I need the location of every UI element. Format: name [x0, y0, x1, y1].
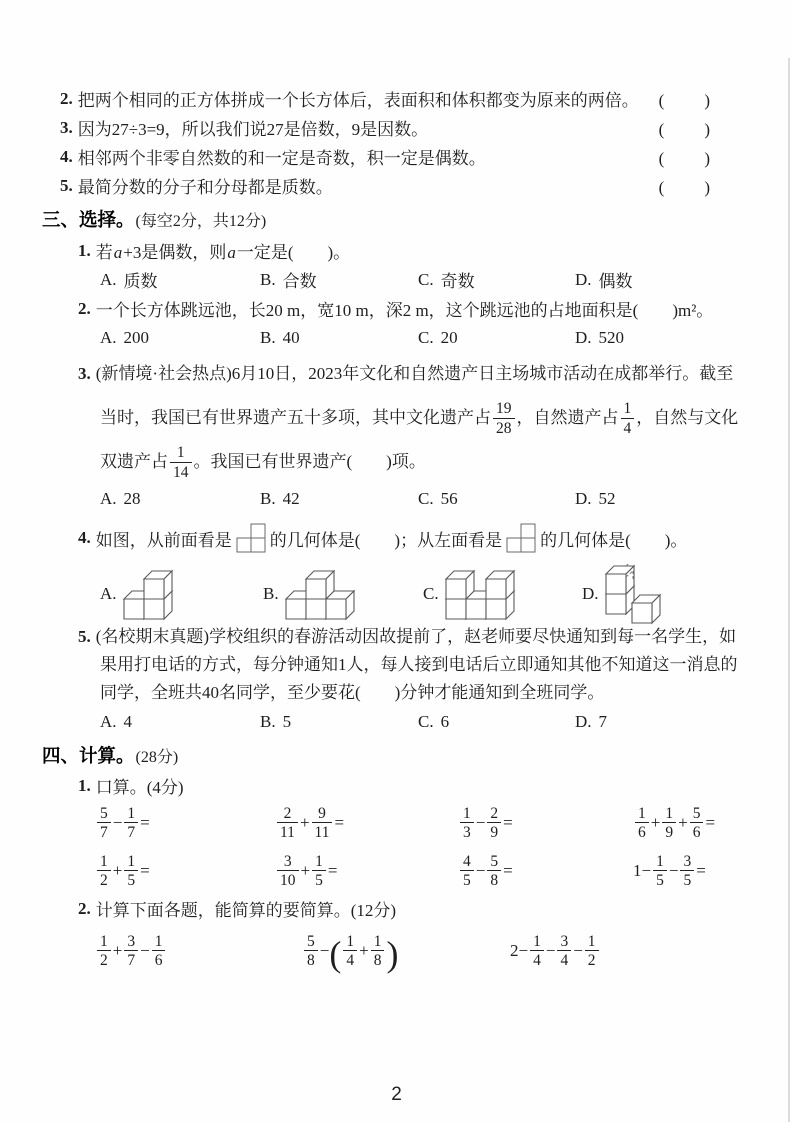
answer-blank: ( ): [658, 149, 712, 168]
sub-points-note: (4分): [146, 778, 184, 797]
item-number: 2.: [78, 298, 91, 318]
choice-q3-stem: [78, 352, 745, 484]
option-c: C. 奇数: [418, 269, 475, 291]
cube-figure-b: [283, 568, 356, 621]
oral-expression: $\frac{1}{6}$ + $\frac{1}{9}$ + $\frac{5}{6}$ =: [633, 805, 793, 842]
sub-points-note: (12分): [350, 901, 397, 920]
calc-section: [0, 743, 793, 980]
option-a: A. 28: [100, 488, 141, 508]
choice-q3-options: [100, 484, 793, 513]
calc-expression: $\frac{1}{2}$ + $\frac{3}{7}$ − $\frac{1}{6}$: [95, 933, 302, 970]
page-number: 2: [391, 1084, 402, 1105]
choice-section: [0, 207, 793, 736]
oral-expression: $\frac{2}{11}$ + $\frac{9}{11}$ =: [275, 805, 458, 842]
calc-expression: 2− $\frac{1}{4}$ − $\frac{3}{4}$ − $\frac{1}{2}$: [510, 933, 793, 970]
judge-item: [60, 171, 712, 200]
cube-figure-a: [121, 568, 174, 621]
judge-item: [60, 113, 712, 142]
option-a: A. 4: [100, 711, 133, 731]
item-number: 4.: [78, 528, 91, 547]
item-number: 3.: [60, 117, 73, 137]
sub-title: 计算下面各题，能简算的要简算。: [95, 901, 351, 920]
judge-item: [60, 142, 712, 171]
option-a: A.: [100, 568, 263, 621]
oral-calc-heading: [78, 772, 793, 799]
item-number: 1.: [78, 240, 91, 260]
option-c: C. 56: [418, 488, 458, 508]
option-d: D. 偶数: [575, 269, 633, 291]
written-calc-row: [95, 922, 793, 980]
section-points-note: (28分): [135, 748, 179, 766]
calc-expression: $\frac{5}{8}$ −( $\frac{1}{4}$ + $\frac{1}{8}$ ): [302, 933, 510, 970]
option-d: D. 52: [575, 488, 616, 508]
section-title: 四、计算。: [42, 747, 135, 767]
oral-calc-row-2: [95, 847, 793, 895]
sub-title: 口算。: [95, 778, 147, 797]
stem-text: 若a+3是偶数，则a一定是( )。: [95, 243, 351, 262]
item-number: 3.: [78, 364, 91, 383]
oral-expression: $\frac{3}{10}$ + $\frac{1}{5}$ =: [275, 853, 458, 890]
oral-expression: $\frac{1}{2}$ + $\frac{1}{5}$ =: [95, 853, 275, 890]
option-b: B. 42: [260, 488, 300, 508]
option-c: C. 6: [418, 711, 450, 731]
item-number: 5.: [60, 175, 73, 195]
oral-calc-row-1: [95, 799, 793, 847]
oral-expression: 1− $\frac{1}{5}$ − $\frac{3}{5}$ =: [633, 852, 706, 889]
section-heading: [42, 743, 793, 767]
section-title: 三、选择。: [42, 211, 135, 231]
answer-blank: ( ): [658, 120, 712, 139]
stem-text: 一个长方体跳远池，长20 m，宽10 m，深2 m，这个跳远池的占地面积是( )m²。: [95, 301, 714, 320]
option-a: A. 质数: [100, 269, 158, 291]
answer-blank: ( ): [658, 178, 712, 197]
front-view-figure: [236, 523, 266, 553]
item-number: 2.: [78, 898, 91, 918]
item-number: 5.: [78, 627, 91, 646]
choice-q5-options: [100, 707, 793, 736]
item-number: 4.: [60, 146, 73, 166]
item-number: 1.: [78, 775, 91, 795]
choice-q2-stem: [78, 294, 793, 323]
option-c: C.: [423, 568, 582, 621]
choice-q1-options: [100, 265, 793, 294]
option-b: B. 5: [260, 711, 292, 731]
left-view-figure: [506, 523, 536, 553]
oral-expression: $\frac{5}{7}$ − $\frac{1}{7}$ =: [95, 805, 275, 842]
item-text: 因为27÷3=9，所以我们说27是倍数，9是因数。: [77, 120, 429, 139]
option-d: D. 7: [575, 711, 608, 731]
stem-text-part1: 如图，从前面看是: [95, 530, 232, 550]
section-heading: [42, 207, 793, 231]
answer-blank: ( ): [658, 91, 712, 110]
written-calc-heading: [78, 895, 793, 922]
stem-text-part2: 的几何体是( )；从左面看是: [269, 530, 503, 550]
choice-q2-options: [100, 323, 793, 352]
option-a: A. 200: [100, 327, 150, 347]
choice-q4-stem: [78, 513, 793, 563]
item-text: 把两个相同的正方体拼成一个长方体后，表面积和体积都变为原来的两倍。: [77, 91, 639, 110]
option-c: C. 20: [418, 327, 458, 347]
stem-text: (新情境·社会热点)6月10日，2023年文化和自然遗产日主场城市活动在成都举行。截至当时，我国已有世界遗产五十多项，其中文化遗产占 $\frac{19}{28}$ ，自然遗产占 $\frac{1}{4}$ ，自然与文化双遗产占 $\frac{1}{14}$ 。我国已有世界遗产( )项。: [95, 364, 739, 481]
option-d: D.: [582, 563, 793, 625]
choice-q5-stem: [78, 623, 745, 707]
judge-item: [60, 84, 712, 113]
stem-text: (名校期末真题)学校组织的春游活动因故提前了，赵老师要尽快通知到每一名学生，如果用打电话的方式，每分钟通知1人，每人接到电话后立即通知其他不知道这一消息的同学，全班共40名同学，至少要花( )分钟才能通知到全班同学。: [95, 627, 738, 702]
option-b: B.: [263, 568, 423, 621]
oral-expression: $\frac{4}{5}$ − $\frac{5}{8}$ =: [458, 853, 633, 890]
cube-figure-c: [443, 568, 516, 621]
cube-figure-d: [603, 563, 662, 625]
option-b: B. 40: [260, 327, 300, 347]
option-b: B. 合数: [260, 269, 317, 291]
item-text: 相邻两个非零自然数的和一定是奇数，积一定是偶数。: [77, 149, 486, 168]
judge-section: [0, 84, 793, 200]
choice-q4-options: [100, 563, 793, 623]
item-number: 2.: [60, 88, 73, 108]
option-d: D. 520: [575, 327, 625, 347]
scan-edge-artifact: [788, 58, 790, 1122]
oral-expression: $\frac{1}{3}$ − $\frac{2}{9}$ =: [458, 805, 633, 842]
section-points-note: (每空2分，共12分): [135, 212, 267, 230]
choice-q1-stem: [78, 236, 793, 265]
item-text: 最简分数的分子和分母都是质数。: [77, 178, 333, 197]
stem-text-part3: 的几何体是( )。: [540, 530, 688, 550]
